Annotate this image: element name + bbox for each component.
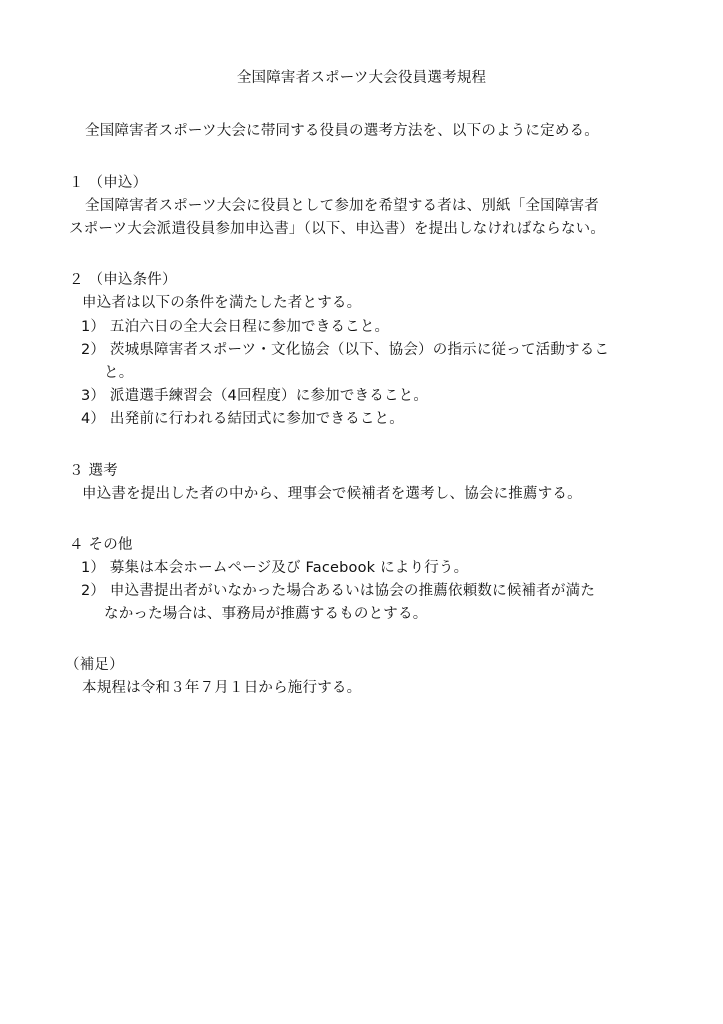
supplement-body: 本規程は令和３年７月１日から施行する。 <box>82 680 362 696</box>
section-2-item-2: 2） 茨城県障害者スポーツ・文化協会（以下、協会）の指示に従って活動するこ <box>81 342 610 358</box>
section-2-item-4: 4） 出発前に行われる結団式に参加できること。 <box>81 411 404 427</box>
section-4-item-2: 2） 申込書提出者がいなかった場合あるいは協会の推薦依頼数に候補者が満た <box>81 583 596 599</box>
section-2-item-3: 3） 派遣選手練習会（4回程度）に参加できること。 <box>81 388 429 404</box>
section-3-body: 申込書を提出した者の中から、理事会で候補者を選考し、協会に推薦する。 <box>82 486 582 502</box>
section-4-heading: ４ その他 <box>69 537 133 553</box>
section-2-heading: ２ （申込条件） <box>69 272 177 288</box>
section-1-body-line-1: 全国障害者スポーツ大会に役員として参加を希望する者は、別紙「全国障害者 <box>85 198 599 214</box>
section-3-heading: ３ 選考 <box>69 463 118 479</box>
document-title: 全国障害者スポーツ大会役員選考規程 <box>236 70 487 86</box>
section-2-item-2-continuation: と。 <box>104 365 134 381</box>
section-4-item-2-continuation: なかった場合は、事務局が推薦するものとする。 <box>104 606 428 622</box>
section-1-body-line-2: スポーツ大会派遣役員参加申込書」（以下、申込書）を提出しなければならない。 <box>69 221 606 237</box>
section-4-item-1: 1） 募集は本会ホームページ及び Facebook により行う。 <box>81 560 469 576</box>
supplement-heading: （補足） <box>65 657 124 673</box>
intro-paragraph: 全国障害者スポーツ大会に帯同する役員の選考方法を、以下のように定める。 <box>85 123 599 139</box>
section-2-lead: 申込者は以下の条件を満たした者とする。 <box>82 295 362 311</box>
section-2-item-1: 1） 五泊六日の全大会日程に参加できること。 <box>81 319 390 335</box>
section-1-heading: １ （申込） <box>69 175 148 191</box>
